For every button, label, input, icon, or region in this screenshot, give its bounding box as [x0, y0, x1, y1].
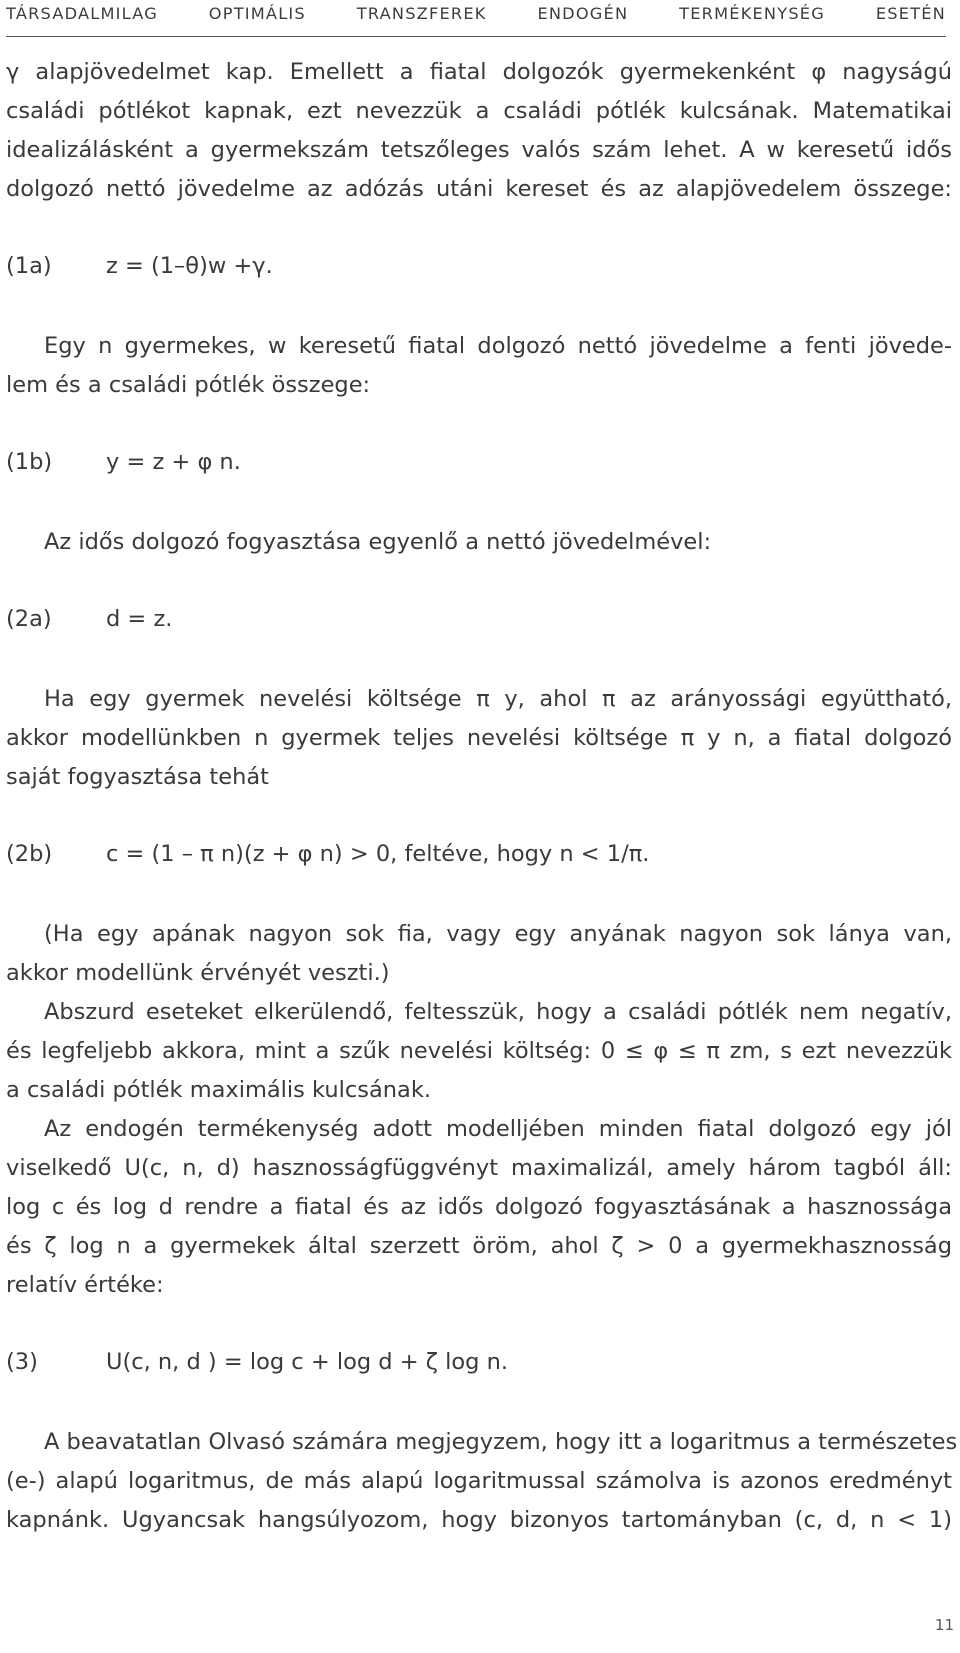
equation-2b	[6, 835, 952, 874]
paragraph	[6, 523, 952, 562]
paragraph	[6, 1423, 958, 1540]
running-head: TÁRSADALMILAG OPTIMÁLIS TRANSZFEREK ENDOGÉN TERMÉKENYSÉG ESETÉN	[6, 4, 946, 23]
text-line: Egy n gyermekes, w keresetű fiatal dolgozó nettó jövedelme a fenti jövede-	[44, 333, 952, 359]
equation-1a	[6, 247, 952, 286]
text-line: Abszurd eseteket elkerülendő, feltesszük, hogy a családi pótlék nem negatív,	[44, 999, 952, 1025]
equation-body: U(c, n, d ) = log c + log d + ζ log n.	[106, 1349, 508, 1375]
equation-2a	[6, 600, 952, 639]
text-line: lem és a családi pótlék összege:	[6, 372, 371, 398]
equation-3	[6, 1343, 952, 1382]
text-line: akkor modellünk érvényét veszti.)	[6, 960, 390, 986]
equation-body: z = (1–θ)w +γ.	[106, 253, 273, 279]
equation-1b	[6, 443, 952, 482]
text-line: kapnánk. Ugyancsak hangsúlyozom, hogy bizonyos tartományban (c, d, n < 1)	[6, 1507, 952, 1533]
equation-number: (1a)	[6, 253, 52, 279]
page-body	[6, 53, 958, 1540]
page-number: 11	[934, 1616, 954, 1634]
equation-number: (3)	[6, 1349, 38, 1375]
text-line: A beavatatlan Olvasó számára megjegyzem, hogy itt a logaritmus a természetes	[44, 1429, 958, 1455]
paragraph	[6, 327, 952, 405]
text-line: (Ha egy apának nagyon sok fia, vagy egy anyának nagyon sok lánya van,	[44, 921, 952, 947]
text-line: saját fogyasztása tehát	[6, 764, 269, 790]
text-line: Az idős dolgozó fogyasztása egyenlő a nettó jövedelmével:	[44, 529, 712, 555]
text-line: relatív értéke:	[6, 1272, 164, 1298]
text-line: γ alapjövedelmet kap. Emellett a fiatal dolgozók gyermekenként φ nagyságú	[6, 59, 952, 85]
equation-body: c = (1 – π n)(z + φ n) > 0, feltéve, hogy n < 1/π.	[106, 841, 650, 867]
text-line: log c és log d rendre a fiatal és az idős dolgozó fogyasztásának a hasznossága	[6, 1194, 952, 1220]
equation-number: (2b)	[6, 841, 53, 867]
text-line: a családi pótlék maximális kulcsának.	[6, 1077, 432, 1103]
text-line: akkor modellünkben n gyermek teljes nevelési költsége π y n, a fiatal dolgozó	[6, 725, 952, 751]
text-line: idealizálásként a gyermekszám tetszőleges valós szám lehet. A w keresetű idős	[6, 137, 952, 163]
paragraph	[6, 53, 952, 209]
paragraph	[6, 1110, 952, 1305]
header-rule	[6, 36, 946, 37]
paragraph	[6, 680, 952, 797]
equation-body: y = z + φ n.	[106, 449, 241, 475]
text-line: és ζ log n a gyermekek által szerzett öröm, ahol ζ > 0 a gyermekhasznosság	[6, 1233, 952, 1259]
text-line: Ha egy gyermek nevelési költsége π y, ahol π az arányossági együttható,	[44, 686, 952, 712]
text-line: viselkedő U(c, n, d) hasznosságfüggvényt maximalizál, amely három tagból áll:	[6, 1155, 952, 1181]
paragraph	[6, 993, 952, 1110]
text-line: (e-) alapú logaritmus, de más alapú logaritmussal számolva is azonos eredményt	[6, 1468, 952, 1494]
paragraph	[6, 915, 952, 993]
equation-number: (2a)	[6, 606, 52, 632]
equation-body: d = z.	[106, 606, 173, 632]
text-line: és legfeljebb akkora, mint a szűk nevelési költség: 0 ≤ φ ≤ π zm, s ezt nevezzük	[6, 1038, 952, 1064]
text-line: családi pótlékot kapnak, ezt nevezzük a családi pótlék kulcsának. Matematikai	[6, 98, 952, 124]
text-line: dolgozó nettó jövedelme az adózás utáni kereset és az alapjövedelem összege:	[6, 176, 952, 202]
text-line: Az endogén termékenység adott modelljében minden fiatal dolgozó egy jól	[44, 1116, 952, 1142]
equation-number: (1b)	[6, 449, 53, 475]
